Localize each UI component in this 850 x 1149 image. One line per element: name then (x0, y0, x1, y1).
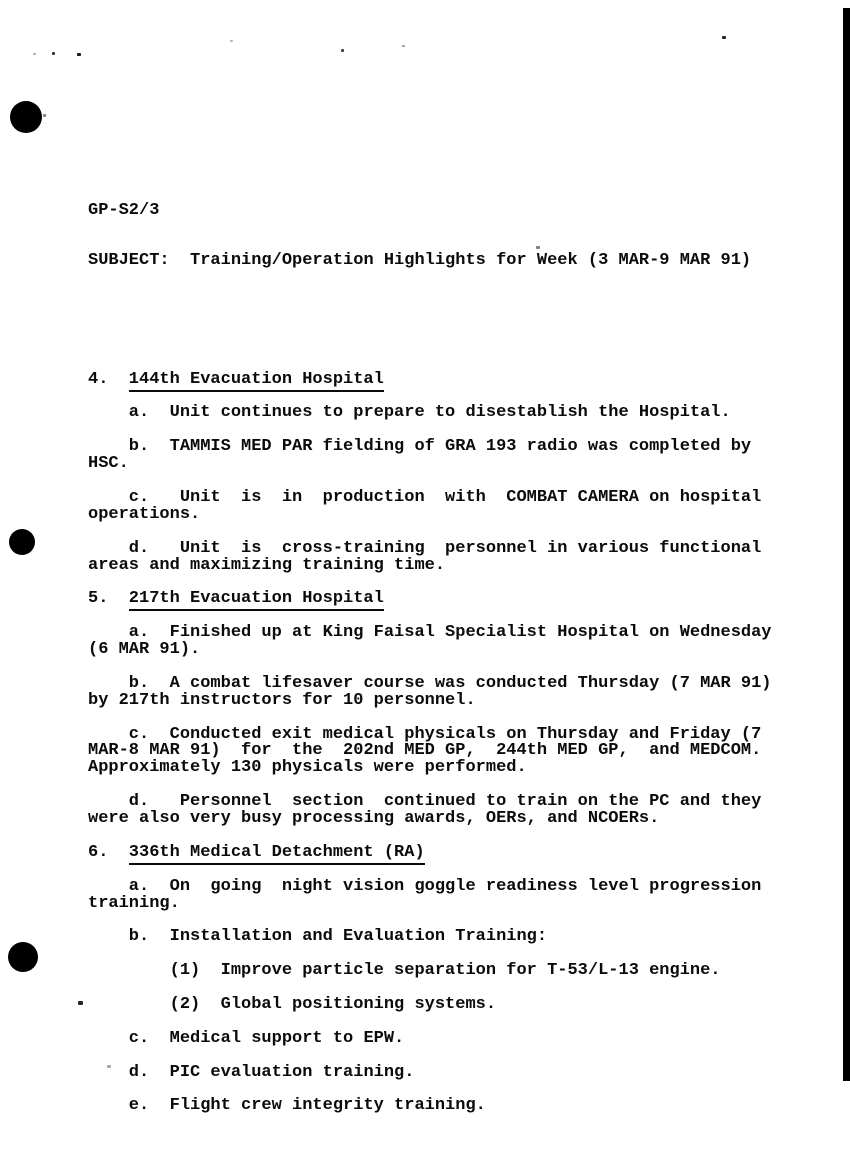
section-number: 4. (88, 369, 109, 389)
paragraph-line: operations. (88, 504, 201, 524)
paragraph-line: b. TAMMIS MED PAR fielding of GRA 193 radio was completed by (88, 437, 752, 457)
scan-speck (52, 52, 55, 55)
paragraph (88, 673, 793, 710)
paragraph (88, 929, 793, 946)
paragraph (88, 876, 793, 913)
office-symbol: GP-S2/3 (88, 200, 160, 220)
paragraph-line: c. Medical support to EPW. (88, 1028, 405, 1048)
paragraph-line: c. Unit is in production with COMBAT CAMERA on hospital (88, 487, 762, 507)
punch-hole (10, 101, 42, 133)
document-header (88, 169, 793, 304)
paragraph (88, 487, 793, 524)
section-heading (88, 591, 793, 608)
paragraph-line: were also very busy processing awards, OERs, and NCOERs. (88, 809, 660, 829)
paragraph (88, 1028, 793, 1048)
paragraph (88, 1062, 793, 1082)
paragraph-line: e. Flight crew integrity training. (88, 1096, 486, 1116)
paragraph-line: d. PIC evaluation training. (88, 1062, 415, 1082)
paragraph-line: by 217th instructors for 10 personnel. (88, 690, 476, 710)
paragraph (88, 439, 793, 473)
paragraph-line: (2) Global positioning systems. (88, 994, 497, 1014)
scan-speck (230, 40, 233, 42)
scan-speck (77, 53, 81, 56)
paragraph (88, 625, 793, 659)
paragraph-line: b. A combat lifesaver course was conducted Thursday (7 MAR 91) (88, 673, 772, 693)
section-title: 336th Medical Detachment (RA) (129, 843, 425, 865)
paragraph-line: a. Finished up at King Faisal Specialist Hospital on Wednesday (88, 623, 772, 643)
scan-speck (402, 45, 405, 47)
paragraph-line: HSC. (88, 454, 129, 474)
scan-speck (43, 114, 46, 117)
paragraph-line: training. (88, 893, 180, 913)
paragraph (88, 994, 793, 1014)
scan-speck (722, 36, 726, 39)
section-title: 144th Evacuation Hospital (129, 370, 384, 392)
paragraph-line: areas and maximizing training time. (88, 555, 446, 575)
subject-line: SUBJECT: Training/Operation Highlights for Week (3 MAR-9 MAR 91) (88, 251, 752, 271)
section-number: 6. (88, 842, 109, 862)
paragraph-line: d. Unit is cross-training personnel in various functional (88, 538, 762, 558)
scan-edge-bar (843, 8, 850, 1081)
scan-speck (33, 53, 36, 55)
section-heading (88, 369, 793, 389)
paragraph (88, 724, 793, 778)
scan-speck (341, 49, 344, 52)
paragraph (88, 405, 793, 422)
section-title: 217th Evacuation Hospital (129, 589, 384, 611)
paragraph-line: d. Personnel section continued to train on the PC and they (88, 792, 762, 812)
paragraph-line: a. On going night vision goggle readiness level progression (88, 876, 762, 896)
section-heading (88, 842, 793, 862)
paragraph-line: a. Unit continues to prepare to disestablish the Hospital. (88, 403, 731, 423)
paragraph-line: c. Conducted exit medical physicals on Thursday and Friday (7 (88, 724, 762, 744)
paragraph (88, 538, 793, 575)
paragraph-line: (1) Improve particle separation for T-53/L-13 engine. (88, 961, 721, 981)
document-sections (88, 369, 793, 1116)
paragraph (88, 794, 793, 828)
paragraph-line: b. Installation and Evaluation Training: (88, 927, 548, 947)
document-content (88, 135, 793, 1149)
paragraph-line: (6 MAR 91). (88, 640, 201, 660)
punch-hole (9, 529, 35, 555)
paragraph-line: MAR-8 MAR 91) for the 202nd MED GP, 244th MED GP, and MEDCOM. (88, 741, 762, 761)
section-number: 5. (88, 589, 109, 609)
paragraph (88, 963, 793, 980)
paragraph-line: Approximately 130 physicals were performed. (88, 758, 527, 778)
paragraph (88, 1098, 793, 1115)
punch-hole (8, 942, 38, 972)
scan-speck (78, 1001, 83, 1005)
